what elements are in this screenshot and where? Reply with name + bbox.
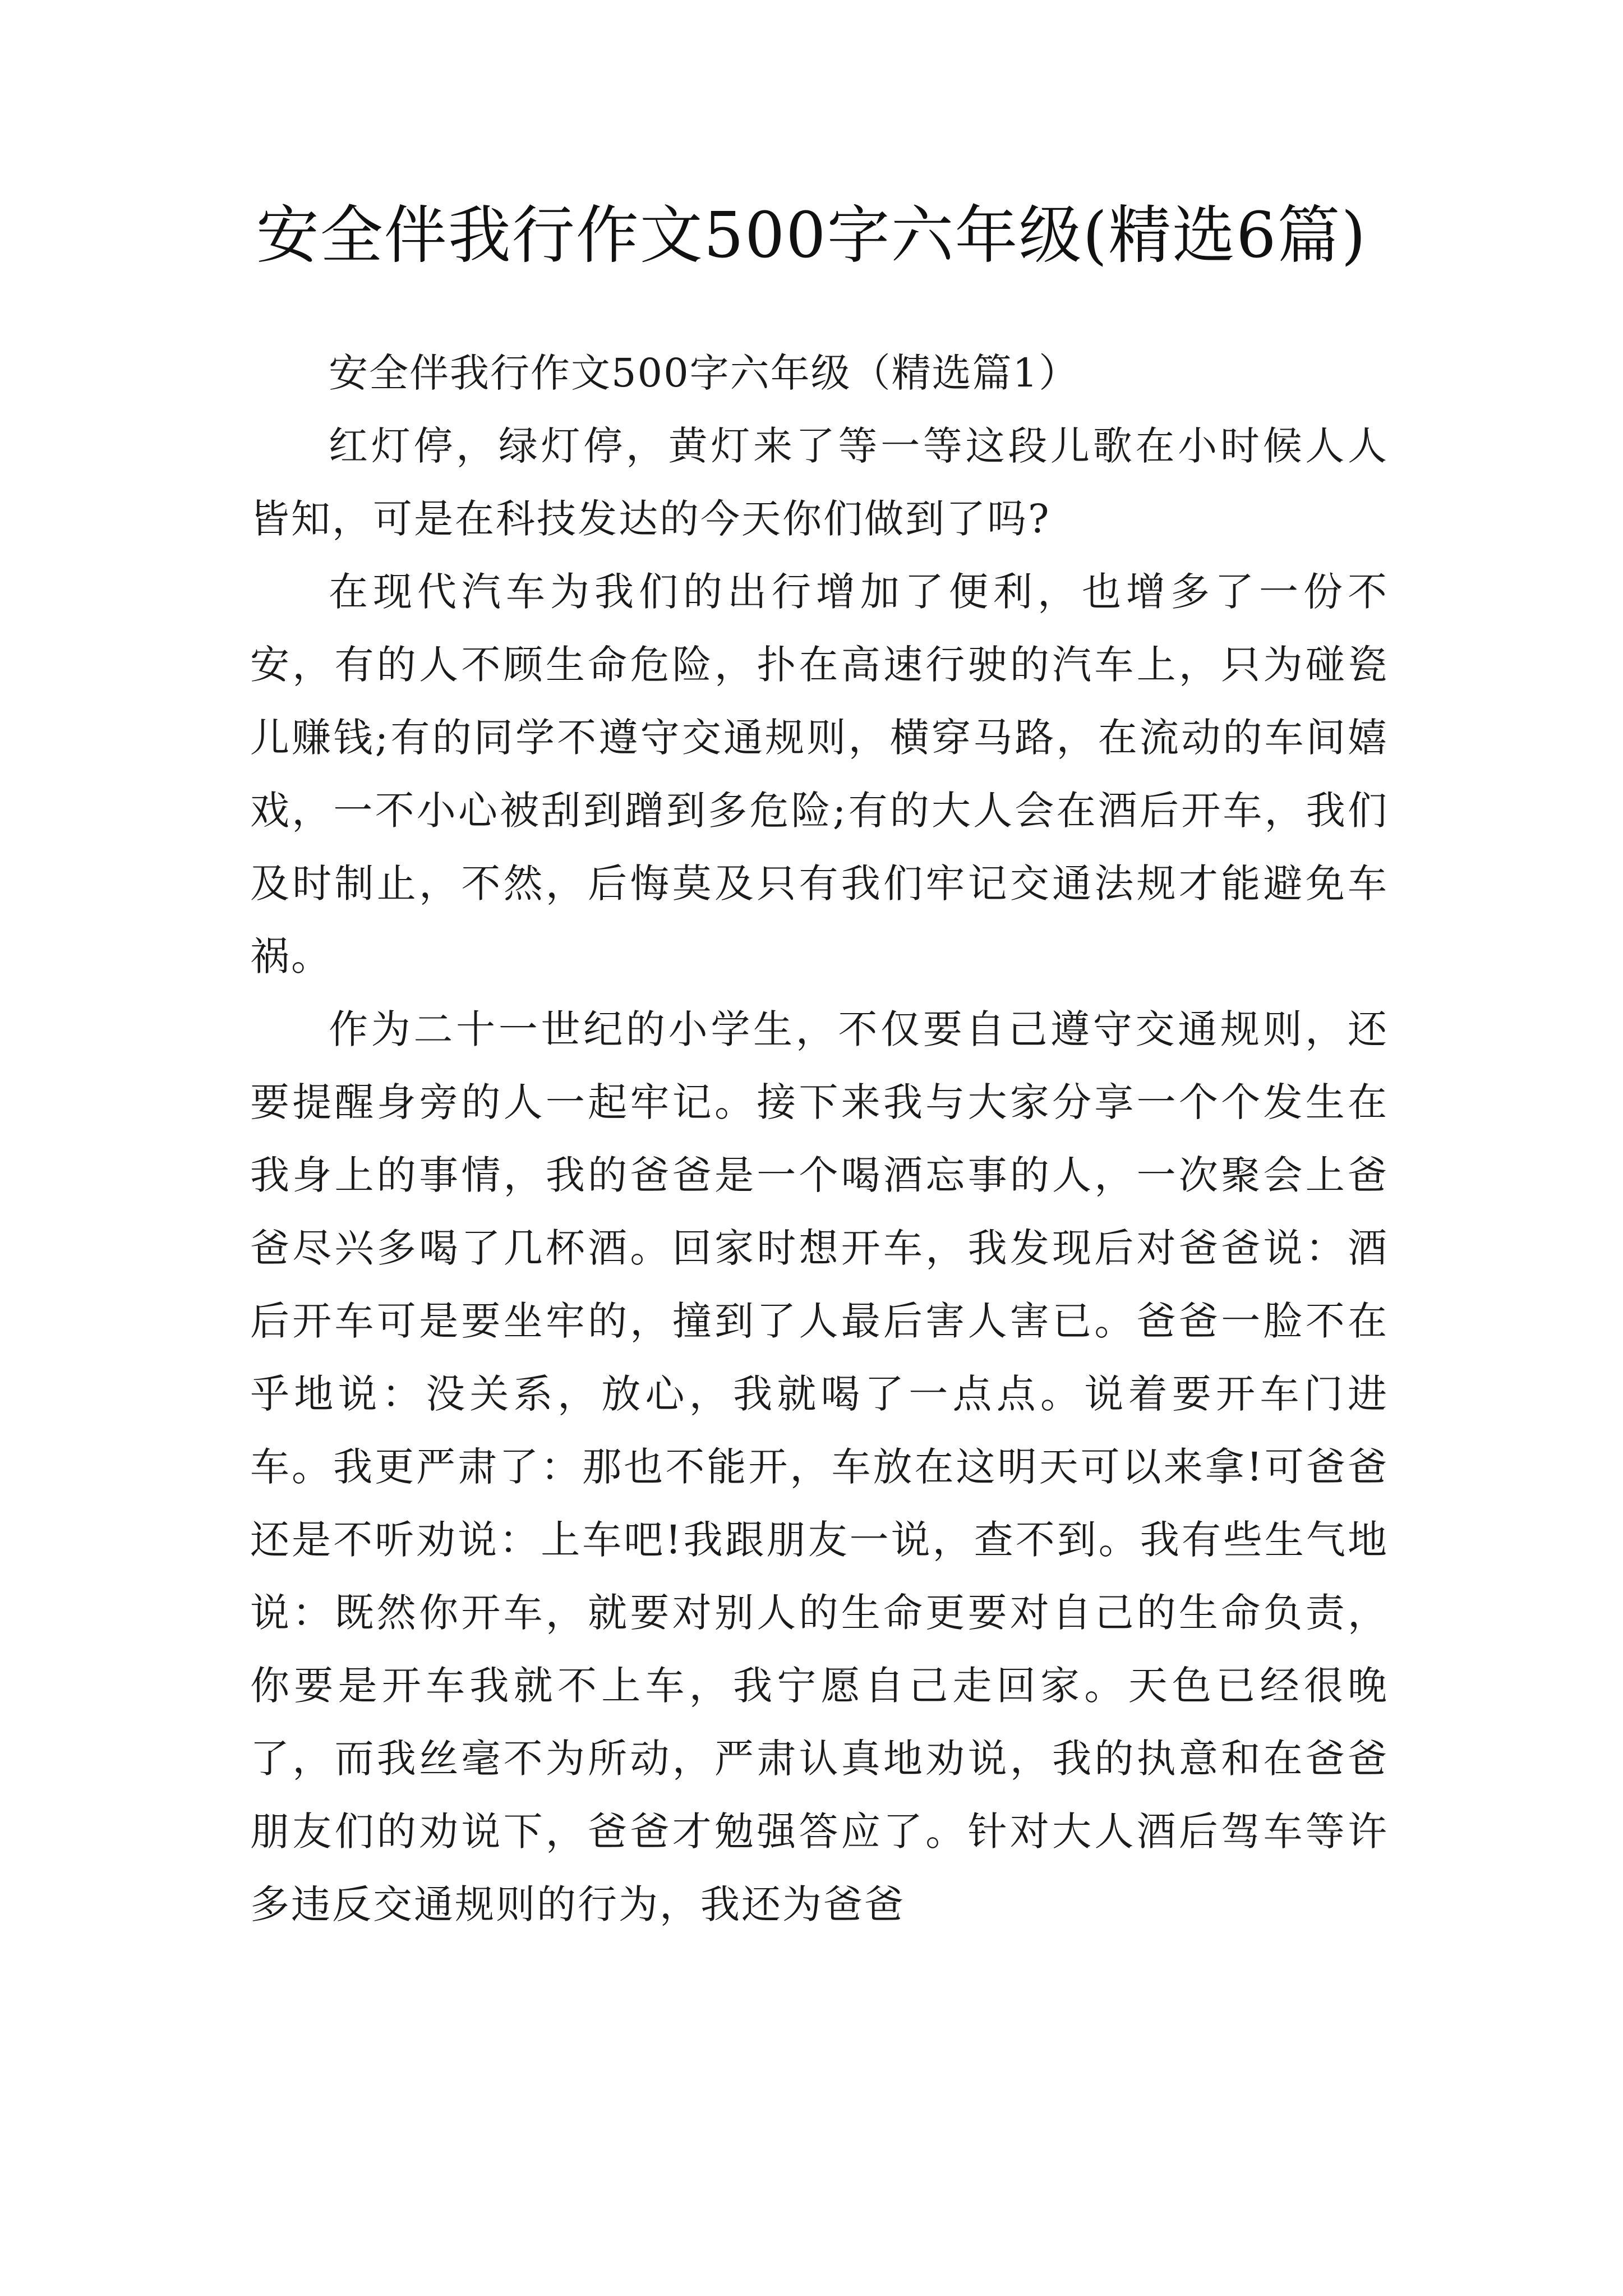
section-heading: 安全伴我行作文500字六年级（精选篇1） bbox=[329, 350, 1080, 396]
body-paragraph: 在现代汽车为我们的出行增加了便利，也增多了一份不安，有的人不顾生命危险，扑在高速行驶的汽车上，只为碰瓷儿赚钱;有的同学不遵守交通规则，横穿马路，在流动的车间嬉戏，一不小心被刮到蹭到多危险;有的大人会在酒后开车，我们及时制止，不然，后悔莫及只有我们牢记交通法规才能避免车祸。 bbox=[250, 569, 1389, 979]
body-paragraph: 作为二十一世纪的小学生，不仅要自己遵守交通规则，还要提醒身旁的人一起牢记。接下来我与大家分享一个个发生在我身上的事情，我的爸爸是一个喝酒忘事的人，一次聚会上爸爸尽兴多喝了几杯酒。回家时想开车，我发现后对爸爸说：酒后开车可是要坐牢的，撞到了人最后害人害已。爸爸一脸不在乎地说：没关系，放心，我就喝了一点点。说着要开车门进车。我更严肃了：那也不能开，车放在这明天可以来拿!可爸爸还是不听劝说：上车吧!我跟朋友一说，查不到。我有些生气地说：既然你开车，就要对别人的生命更要对自己的生命负责，你要是开车我就不上车，我宁愿自己走回家。天色已经很晚了，而我丝毫不为所动，严肃认真地劝说，我的执意和在爸爸朋友们的劝说下，爸爸才勉强答应了。针对大人酒后驾车等许多违反交通规则的行为，我还为爸爸 bbox=[250, 1006, 1389, 1927]
document-body bbox=[250, 337, 1389, 1941]
body-paragraph: 红灯停，绿灯停，黄灯来了等一等这段儿歌在小时候人人皆知，可是在科技发达的今天你们做到了吗? bbox=[250, 423, 1389, 542]
document-title: 安全伴我行作文500字六年级(精选6篇) bbox=[256, 199, 1367, 272]
